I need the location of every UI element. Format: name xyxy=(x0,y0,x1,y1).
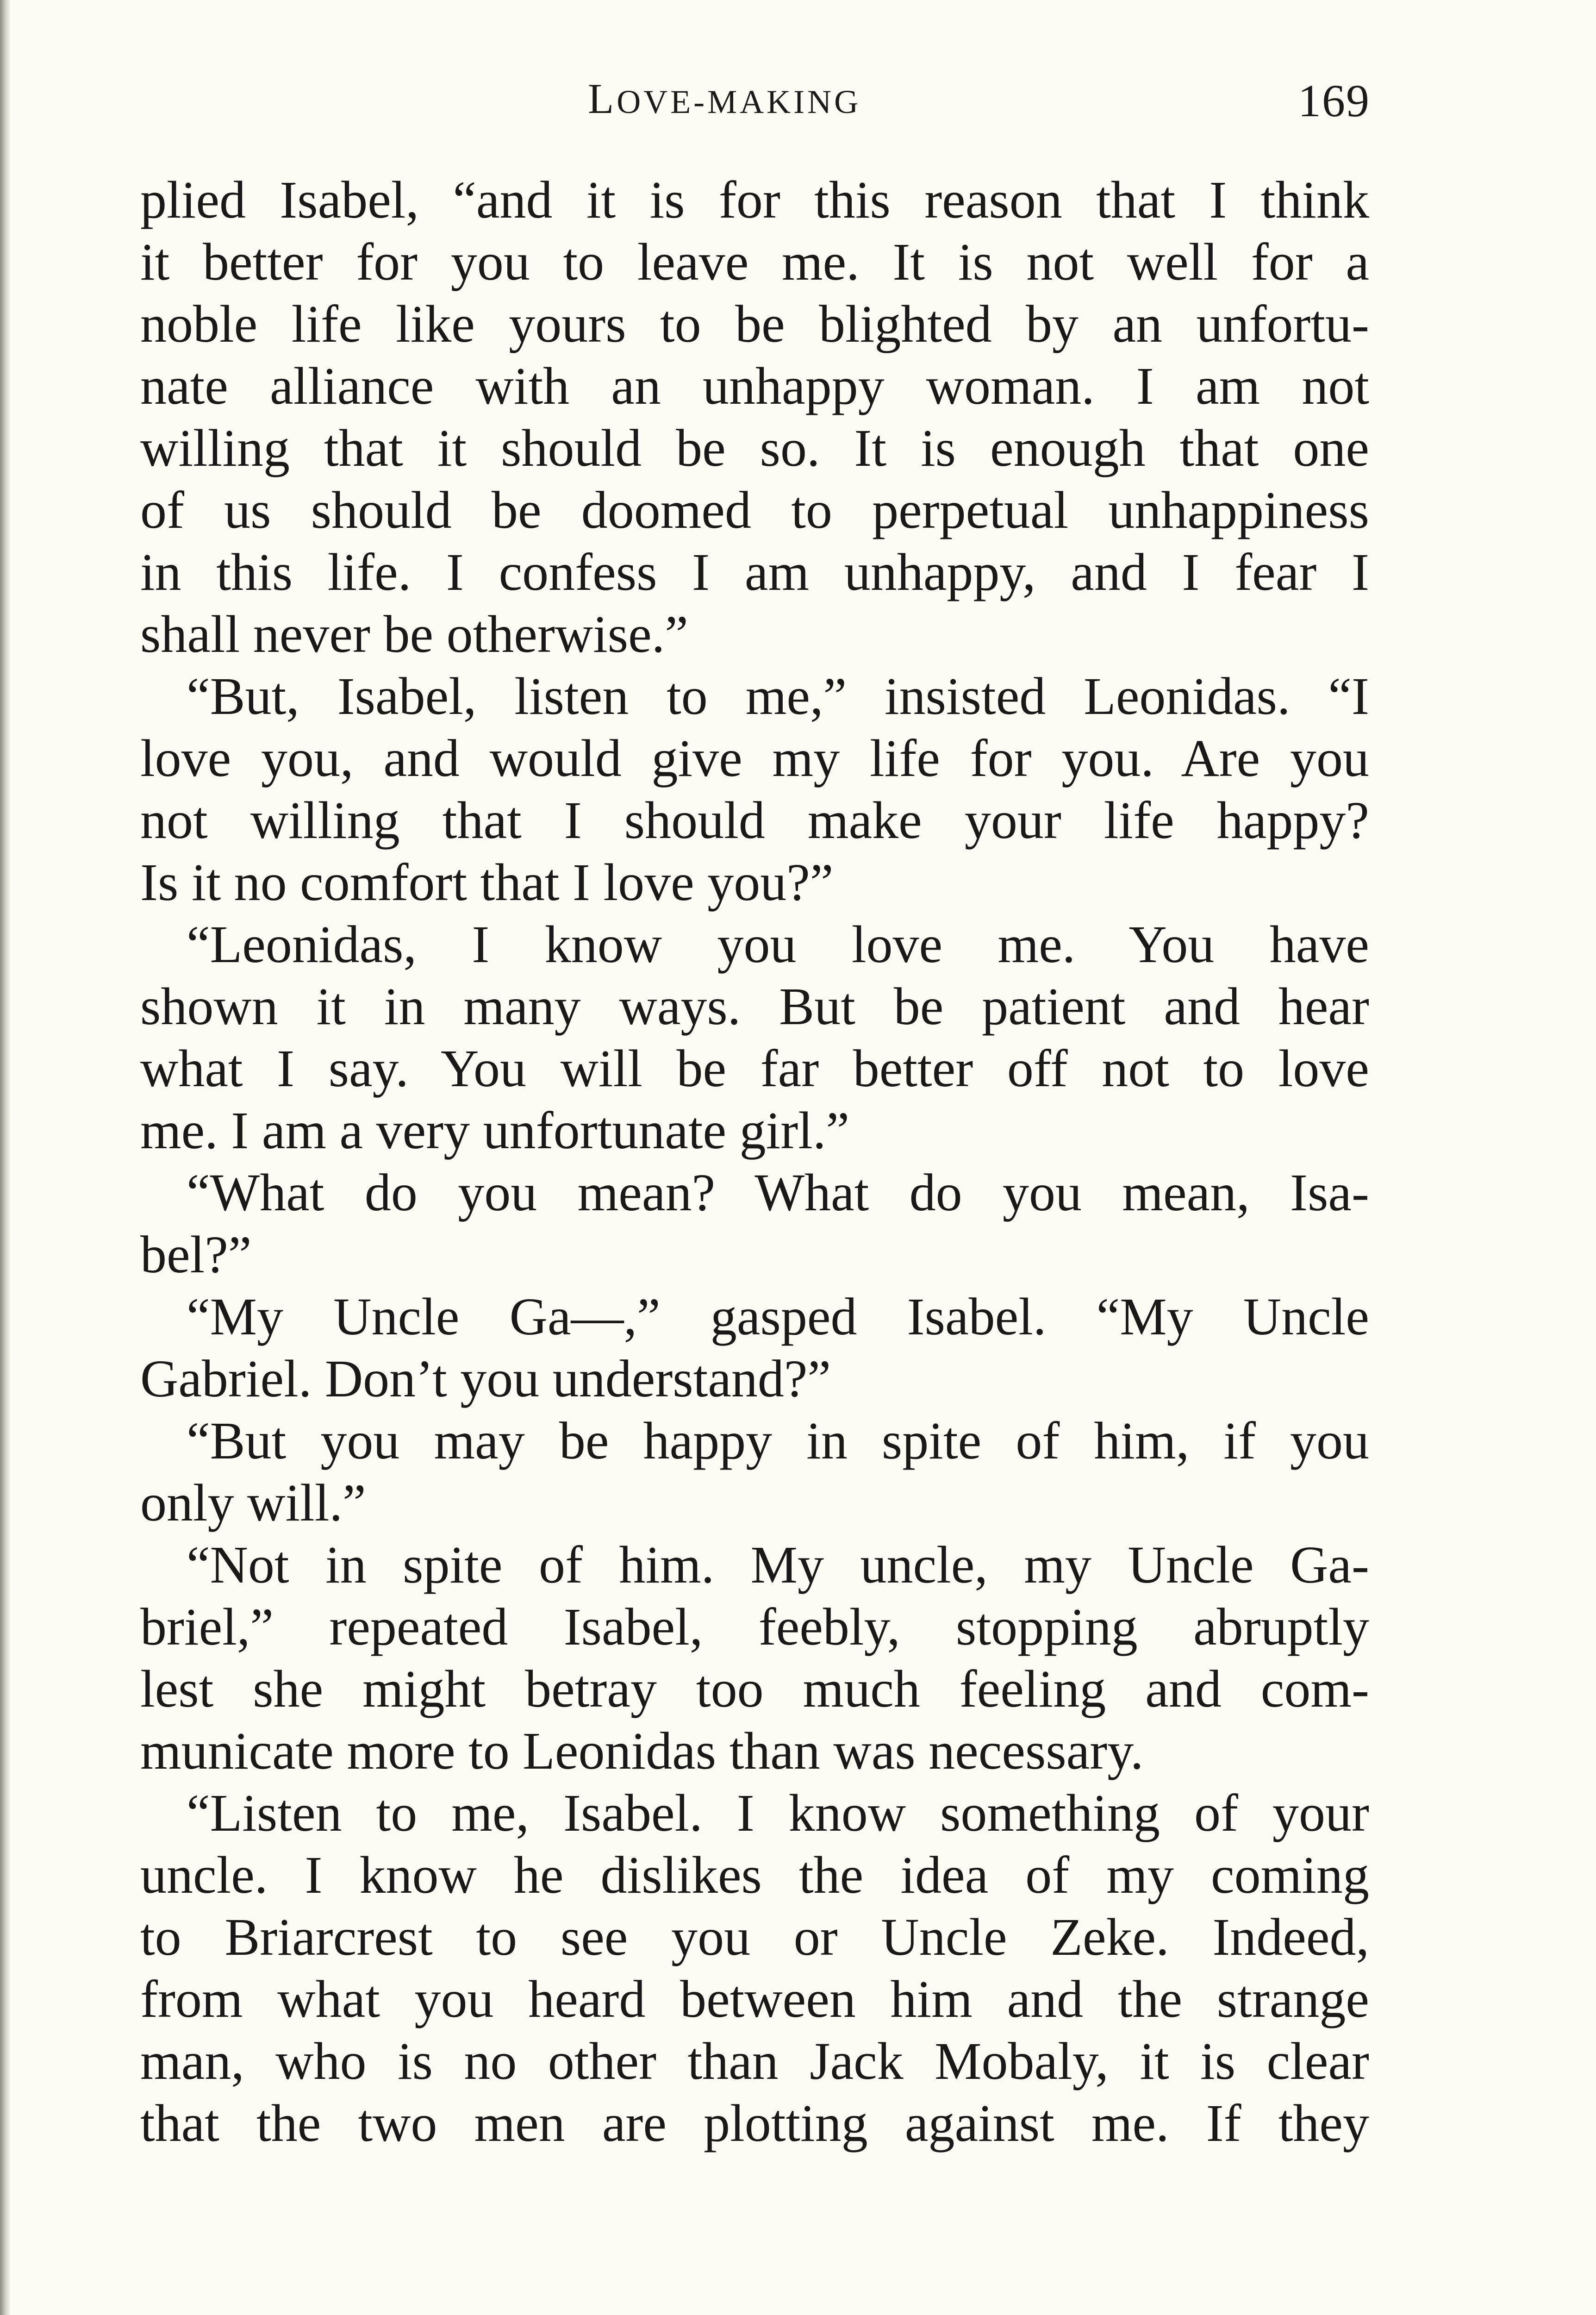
text-line: not willing that I should make your life happy? xyxy=(140,791,1369,850)
text-line: Gabriel. Don’t you understand?” xyxy=(140,1349,831,1408)
text-line: “Not in spite of him. My uncle, my Uncle Ga- xyxy=(187,1535,1369,1594)
running-head-rest: OVE-MAKING xyxy=(617,83,861,120)
text-line: lest she might betray too much feeling and com- xyxy=(140,1659,1369,1718)
text-line: “Leonidas, I know you love me. You have xyxy=(187,915,1369,974)
page-number: 169 xyxy=(1298,75,1370,126)
text-line: me. I am a very unfortunate girl.” xyxy=(140,1101,850,1160)
text-line: it better for you to leave me. It is not well for a xyxy=(140,232,1369,291)
text-line: briel,” repeated Isabel, feebly, stopping abruptly xyxy=(140,1597,1369,1656)
text-line: “My Uncle Ga—,” gasped Isabel. “My Uncle xyxy=(187,1287,1369,1346)
text-line: plied Isabel, “and it is for this reason that I think xyxy=(140,170,1369,229)
text-line: “Listen to me, Isabel. I know something of your xyxy=(187,1783,1369,1842)
text-line: Is it no comfort that I love you?” xyxy=(140,853,834,912)
page-header xyxy=(588,74,1370,130)
text-line: to Briarcrest to see you or Uncle Zeke. Indeed, xyxy=(140,1908,1369,1966)
text-line: that the two men are plotting against me. If they xyxy=(140,2094,1369,2152)
running-head xyxy=(588,74,861,123)
text-line: willing that it should be so. It is enough that one xyxy=(140,419,1369,477)
text-line: in this life. I confess I am unhappy, and I fear I xyxy=(140,543,1369,601)
text-line: “But you may be happy in spite of him, if you xyxy=(187,1411,1369,1470)
text-line: noble life like yours to be blighted by an unfortu- xyxy=(140,294,1369,353)
text-line: shown it in many ways. But be patient and hear xyxy=(140,977,1369,1036)
text-line: municate more to Leonidas than was necessary. xyxy=(140,1721,1144,1780)
text-line: love you, and would give my life for you. Are you xyxy=(140,729,1369,788)
text-line: nate alliance with an unhappy woman. I am not xyxy=(140,357,1369,415)
text-line: bel?” xyxy=(140,1225,252,1284)
text-line: from what you heard between him and the strange xyxy=(140,1970,1369,2028)
running-head-initial: L xyxy=(588,75,617,122)
body-text xyxy=(140,169,1369,2154)
text-line: “What do you mean? What do you mean, Isa- xyxy=(187,1163,1369,1222)
text-line: what I say. You will be far better off not to love xyxy=(140,1039,1369,1098)
text-line: only will.” xyxy=(140,1473,366,1532)
text-line: uncle. I know he dislikes the idea of my coming xyxy=(140,1846,1369,1904)
text-line: of us should be doomed to perpetual unhappiness xyxy=(140,481,1369,539)
text-line: man, who is no other than Jack Mobaly, it is clear xyxy=(140,2032,1369,2090)
page-binding-edge xyxy=(0,0,10,2315)
text-line: “But, Isabel, listen to me,” insisted Leonidas. “I xyxy=(187,667,1369,726)
text-line: shall never be otherwise.” xyxy=(140,605,688,663)
